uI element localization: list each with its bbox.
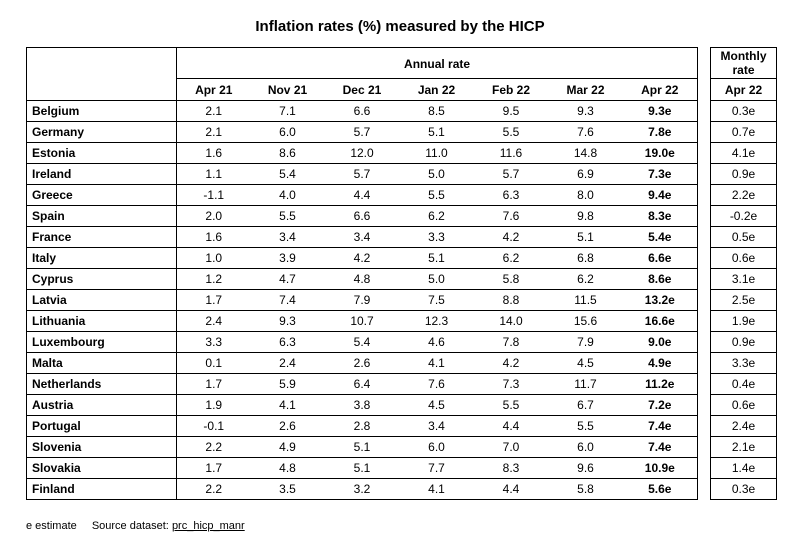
footer — [26, 520, 245, 532]
annual-rate-cell: 9.5 — [474, 101, 549, 122]
monthly-rate-cell: 1.4e — [711, 458, 777, 479]
annual-rate-cell: 2.1 — [177, 101, 251, 122]
annual-rate-cell: 5.1 — [549, 227, 623, 248]
annual-rate-cell: 16.6e — [623, 311, 698, 332]
annual-rate-cell: 2.4 — [177, 311, 251, 332]
table-row — [27, 164, 698, 185]
table-row — [27, 479, 698, 500]
annual-rate-cell: 4.8 — [325, 269, 400, 290]
table-row — [27, 395, 698, 416]
annual-rate-cell: 6.0 — [251, 122, 325, 143]
annual-rate-cell: 1.0 — [177, 248, 251, 269]
annual-rate-cell: 4.6 — [400, 332, 474, 353]
annual-rate-cell: 11.5 — [549, 290, 623, 311]
monthly-row — [711, 416, 777, 437]
table-row — [27, 290, 698, 311]
monthly-rate-cell: 4.1e — [711, 143, 777, 164]
annual-rate-cell: 1.6 — [177, 227, 251, 248]
annual-rate-table — [26, 47, 698, 500]
annual-rate-cell: 6.0 — [549, 437, 623, 458]
annual-rate-cell: 5.1 — [400, 248, 474, 269]
annual-rate-cell: 3.4 — [325, 227, 400, 248]
annual-rate-cell: 11.0 — [400, 143, 474, 164]
country-label: Slovenia — [27, 437, 177, 458]
annual-rate-cell: 5.7 — [325, 164, 400, 185]
monthly-row — [711, 332, 777, 353]
table-row — [27, 206, 698, 227]
annual-rate-cell: 2.2 — [177, 437, 251, 458]
monthly-rate-cell: 0.3e — [731, 482, 756, 496]
annual-rate-cell: 1.9 — [177, 395, 251, 416]
monthly-row — [711, 353, 777, 374]
annual-rate-header: Annual rate — [177, 48, 698, 79]
monthly-row — [711, 206, 777, 227]
annual-rate-cell: -0.1 — [177, 416, 251, 437]
monthly-rate-cell: 0.3e — [711, 101, 777, 122]
table-row — [27, 227, 698, 248]
table-row — [27, 458, 698, 479]
annual-rate-cell: 5.1 — [325, 437, 400, 458]
country-label: Germany — [27, 122, 177, 143]
annual-rate-cell: 10.9e — [623, 458, 698, 479]
annual-rate-cell: 5.9 — [251, 374, 325, 395]
annual-rate-cell: 2.1 — [177, 122, 251, 143]
monthly-rate-cell: 0.5e — [711, 227, 777, 248]
annual-rate-cell: 6.0 — [400, 437, 474, 458]
monthly-header-line1: Monthly — [720, 49, 767, 63]
annual-rate-cell: 6.4 — [325, 374, 400, 395]
annual-rate-cell: 5.0 — [400, 164, 474, 185]
country-label: Lithuania — [27, 311, 177, 332]
annual-rate-cell: 8.6e — [623, 269, 698, 290]
country-label: Belgium — [27, 101, 177, 122]
monthly-row — [711, 143, 777, 164]
annual-rate-cell: 4.1 — [251, 395, 325, 416]
annual-rate-cell: 5.1 — [400, 122, 474, 143]
annual-rate-cell: 4.2 — [474, 227, 549, 248]
column-header: Feb 22 — [474, 79, 549, 101]
monthly-row — [711, 269, 777, 290]
annual-rate-cell: 1.7 — [177, 374, 251, 395]
monthly-rate-table — [710, 47, 777, 500]
monthly-row — [711, 311, 777, 332]
annual-rate-cell: 5.0 — [400, 269, 474, 290]
annual-rate-cell: 3.4 — [251, 227, 325, 248]
table-row — [27, 269, 698, 290]
annual-rate-cell: 7.3 — [474, 374, 549, 395]
annual-rate-cell: 6.3 — [251, 332, 325, 353]
annual-rate-cell: 5.4 — [251, 164, 325, 185]
annual-rate-cell: 7.2e — [623, 395, 698, 416]
annual-rate-cell: 4.1 — [400, 353, 474, 374]
column-header: Apr 21 — [177, 79, 251, 101]
annual-rate-cell: 6.6 — [325, 206, 400, 227]
annual-rate-cell: 4.1 — [428, 482, 445, 496]
annual-rate-cell: 9.3 — [549, 101, 623, 122]
annual-rate-cell: 15.6 — [549, 311, 623, 332]
column-header: Apr 22 — [623, 79, 698, 101]
country-label: Austria — [27, 395, 177, 416]
annual-rate-cell: -1.1 — [177, 185, 251, 206]
annual-rate-cell: 7.6 — [549, 122, 623, 143]
annual-rate-cell: 6.7 — [549, 395, 623, 416]
annual-rate-cell: 8.3e — [623, 206, 698, 227]
annual-rate-cell: 13.2e — [623, 290, 698, 311]
country-label: Finland — [27, 479, 177, 500]
annual-rate-cell: 5.5 — [474, 395, 549, 416]
column-header: Jan 22 — [400, 79, 474, 101]
monthly-rate-cell: 0.9e — [711, 332, 777, 353]
column-header: Dec 21 — [325, 79, 400, 101]
annual-rate-cell: 3.4 — [400, 416, 474, 437]
table-row — [27, 185, 698, 206]
annual-rate-cell: 8.3 — [474, 458, 549, 479]
monthly-row — [711, 227, 777, 248]
monthly-rate-header — [711, 48, 777, 79]
annual-rate-cell: 4.2 — [474, 353, 549, 374]
annual-rate-cell: 5.4 — [325, 332, 400, 353]
monthly-row — [711, 395, 777, 416]
annual-rate-cell: 4.7 — [251, 269, 325, 290]
annual-rate-cell: 3.9 — [251, 248, 325, 269]
table-row — [27, 374, 698, 395]
annual-rate-cell: 7.6 — [400, 374, 474, 395]
annual-rate-cell: 9.3 — [251, 311, 325, 332]
monthly-rate-cell: 0.7e — [711, 122, 777, 143]
annual-rate-cell: 14.0 — [474, 311, 549, 332]
annual-rate-cell: 7.9 — [325, 290, 400, 311]
annual-rate-cell: 6.6 — [325, 101, 400, 122]
annual-rate-cell: 4.4 — [325, 185, 400, 206]
annual-rate-cell: 0.1 — [177, 353, 251, 374]
country-label: Ireland — [27, 164, 177, 185]
annual-rate-cell: 3.3 — [400, 227, 474, 248]
annual-rate-cell: 9.4e — [623, 185, 698, 206]
annual-rate-cell: 3.8 — [325, 395, 400, 416]
country-label: Malta — [27, 353, 177, 374]
annual-rate-cell: 5.5 — [549, 416, 623, 437]
country-label: Netherlands — [27, 374, 177, 395]
annual-rate-cell: 5.8 — [474, 269, 549, 290]
monthly-rate-cell: 2.5e — [711, 290, 777, 311]
country-label: Cyprus — [27, 269, 177, 290]
country-label: France — [27, 227, 177, 248]
annual-rate-cell: 7.7 — [400, 458, 474, 479]
annual-rate-cell: 8.8 — [474, 290, 549, 311]
annual-rate-cell: 5.5 — [400, 185, 474, 206]
country-label: Italy — [27, 248, 177, 269]
column-header: Mar 22 — [549, 79, 623, 101]
annual-rate-cell: 3.3 — [177, 332, 251, 353]
annual-rate-cell: 11.7 — [549, 374, 623, 395]
annual-rate-cell: 5.1 — [325, 458, 400, 479]
monthly-rate-cell: 3.3e — [711, 353, 777, 374]
country-label: Spain — [27, 206, 177, 227]
country-label: Latvia — [27, 290, 177, 311]
annual-rate-cell: 9.6 — [549, 458, 623, 479]
monthly-rate-cell: 0.6e — [711, 395, 777, 416]
annual-rate-cell: 19.0e — [623, 143, 698, 164]
annual-rate-cell: 11.2e — [623, 374, 698, 395]
table-title: Inflation rates (%) measured by the HICP — [255, 18, 545, 35]
annual-rate-cell: 7.4e — [623, 437, 698, 458]
annual-rate-cell: 4.4 — [474, 416, 549, 437]
annual-rate-cell: 6.2 — [400, 206, 474, 227]
annual-rate-cell: 4.5 — [549, 353, 623, 374]
annual-rate-cell: 1.7 — [177, 458, 251, 479]
annual-rate-cell: 1.6 — [177, 143, 251, 164]
monthly-rate-cell: 0.4e — [711, 374, 777, 395]
table-row — [27, 143, 698, 164]
table-row — [27, 122, 698, 143]
annual-rate-cell: 12.3 — [400, 311, 474, 332]
annual-rate-cell: 5.4e — [623, 227, 698, 248]
annual-rate-cell: 7.1 — [251, 101, 325, 122]
table-row — [27, 101, 698, 122]
country-label: Estonia — [27, 143, 177, 164]
monthly-column-header: Apr 22 — [711, 79, 777, 101]
table-row — [27, 437, 698, 458]
annual-rate-cell: 6.6e — [623, 248, 698, 269]
annual-rate-cell: 6.2 — [549, 269, 623, 290]
annual-rate-cell: 1.2 — [177, 269, 251, 290]
annual-rate-cell: 5.6e — [648, 482, 672, 496]
annual-rate-cell: 4.0 — [251, 185, 325, 206]
monthly-row — [711, 374, 777, 395]
monthly-rate-cell: 1.9e — [711, 311, 777, 332]
monthly-rate-cell: 0.6e — [711, 248, 777, 269]
table-row — [27, 311, 698, 332]
annual-rate-cell: 2.6 — [325, 353, 400, 374]
monthly-rate-cell: 2.2e — [711, 185, 777, 206]
annual-rate-cell: 7.5 — [400, 290, 474, 311]
country-label: Slovakia — [27, 458, 177, 479]
annual-rate-cell: 9.3e — [623, 101, 698, 122]
country-header-cell — [27, 48, 177, 101]
monthly-rate-cell: 0.9e — [711, 164, 777, 185]
annual-rate-cell: 7.8 — [474, 332, 549, 353]
annual-rate-cell: 4.9e — [623, 353, 698, 374]
annual-rate-cell: 8.0 — [549, 185, 623, 206]
source-label: Source dataset: — [91, 520, 169, 532]
annual-rate-cell: 6.2 — [474, 248, 549, 269]
monthly-row — [711, 437, 777, 458]
estimate-note: e estimate — [26, 520, 77, 532]
annual-rate-cell: 11.6 — [474, 143, 549, 164]
annual-rate-cell: 2.8 — [325, 416, 400, 437]
annual-rate-cell: 5.5 — [251, 206, 325, 227]
annual-rate-cell: 6.3 — [474, 185, 549, 206]
annual-rate-cell: 1.1 — [177, 164, 251, 185]
source-dataset-link[interactable]: prc_hicp_manr — [171, 520, 245, 532]
monthly-row — [711, 164, 777, 185]
monthly-row — [711, 185, 777, 206]
table-row — [27, 332, 698, 353]
monthly-row — [711, 290, 777, 311]
annual-rate-cell: 3.5 — [279, 482, 296, 496]
annual-rate-cell: 8.5 — [400, 101, 474, 122]
annual-rate-cell: 9.8 — [549, 206, 623, 227]
annual-rate-cell: 2.6 — [251, 416, 325, 437]
annual-rate-cell: 7.4 — [251, 290, 325, 311]
annual-rate-cell: 7.4e — [623, 416, 698, 437]
monthly-row — [711, 101, 777, 122]
monthly-row — [711, 458, 777, 479]
annual-rate-cell: 2.0 — [177, 206, 251, 227]
monthly-row — [711, 248, 777, 269]
annual-rate-cell: 7.0 — [474, 437, 549, 458]
annual-rate-cell: 12.0 — [325, 143, 400, 164]
annual-rate-cell: 3.2 — [353, 482, 371, 496]
annual-rate-cell: 5.7 — [325, 122, 400, 143]
annual-rate-cell: 5.5 — [474, 122, 549, 143]
monthly-header-line2: rate — [732, 63, 755, 77]
table-row — [27, 416, 698, 437]
annual-rate-cell: 4.9 — [251, 437, 325, 458]
annual-rate-cell: 7.6 — [474, 206, 549, 227]
annual-rate-cell: 2.2 — [205, 482, 223, 496]
annual-rate-cell: 5.8 — [577, 482, 594, 496]
country-label: Luxembourg — [27, 332, 177, 353]
annual-rate-cell: 9.0e — [623, 332, 698, 353]
annual-rate-cell: 7.8e — [623, 122, 698, 143]
annual-rate-cell: 8.6 — [251, 143, 325, 164]
country-label: Greece — [27, 185, 177, 206]
annual-rate-cell: 7.3e — [623, 164, 698, 185]
annual-rate-cell: 2.4 — [251, 353, 325, 374]
monthly-rate-cell: 3.1e — [711, 269, 777, 290]
table-row — [27, 248, 698, 269]
annual-rate-cell: 5.7 — [474, 164, 549, 185]
monthly-rate-cell: 2.1e — [711, 437, 777, 458]
annual-rate-cell: 1.7 — [177, 290, 251, 311]
annual-rate-cell: 4.8 — [251, 458, 325, 479]
annual-rate-cell: 6.8 — [549, 248, 623, 269]
annual-rate-cell: 4.5 — [400, 395, 474, 416]
annual-rate-cell: 14.8 — [549, 143, 623, 164]
monthly-row — [711, 479, 777, 500]
annual-rate-cell: 10.7 — [325, 311, 400, 332]
annual-rate-cell: 4.4 — [502, 482, 520, 496]
column-header: Nov 21 — [251, 79, 325, 101]
table-row — [27, 353, 698, 374]
monthly-row — [711, 122, 777, 143]
annual-rate-cell: 6.9 — [549, 164, 623, 185]
monthly-rate-cell: 2.4e — [711, 416, 777, 437]
country-label: Portugal — [27, 416, 177, 437]
annual-rate-cell: 4.2 — [325, 248, 400, 269]
monthly-rate-cell: -0.2e — [711, 206, 777, 227]
annual-rate-cell: 7.9 — [549, 332, 623, 353]
